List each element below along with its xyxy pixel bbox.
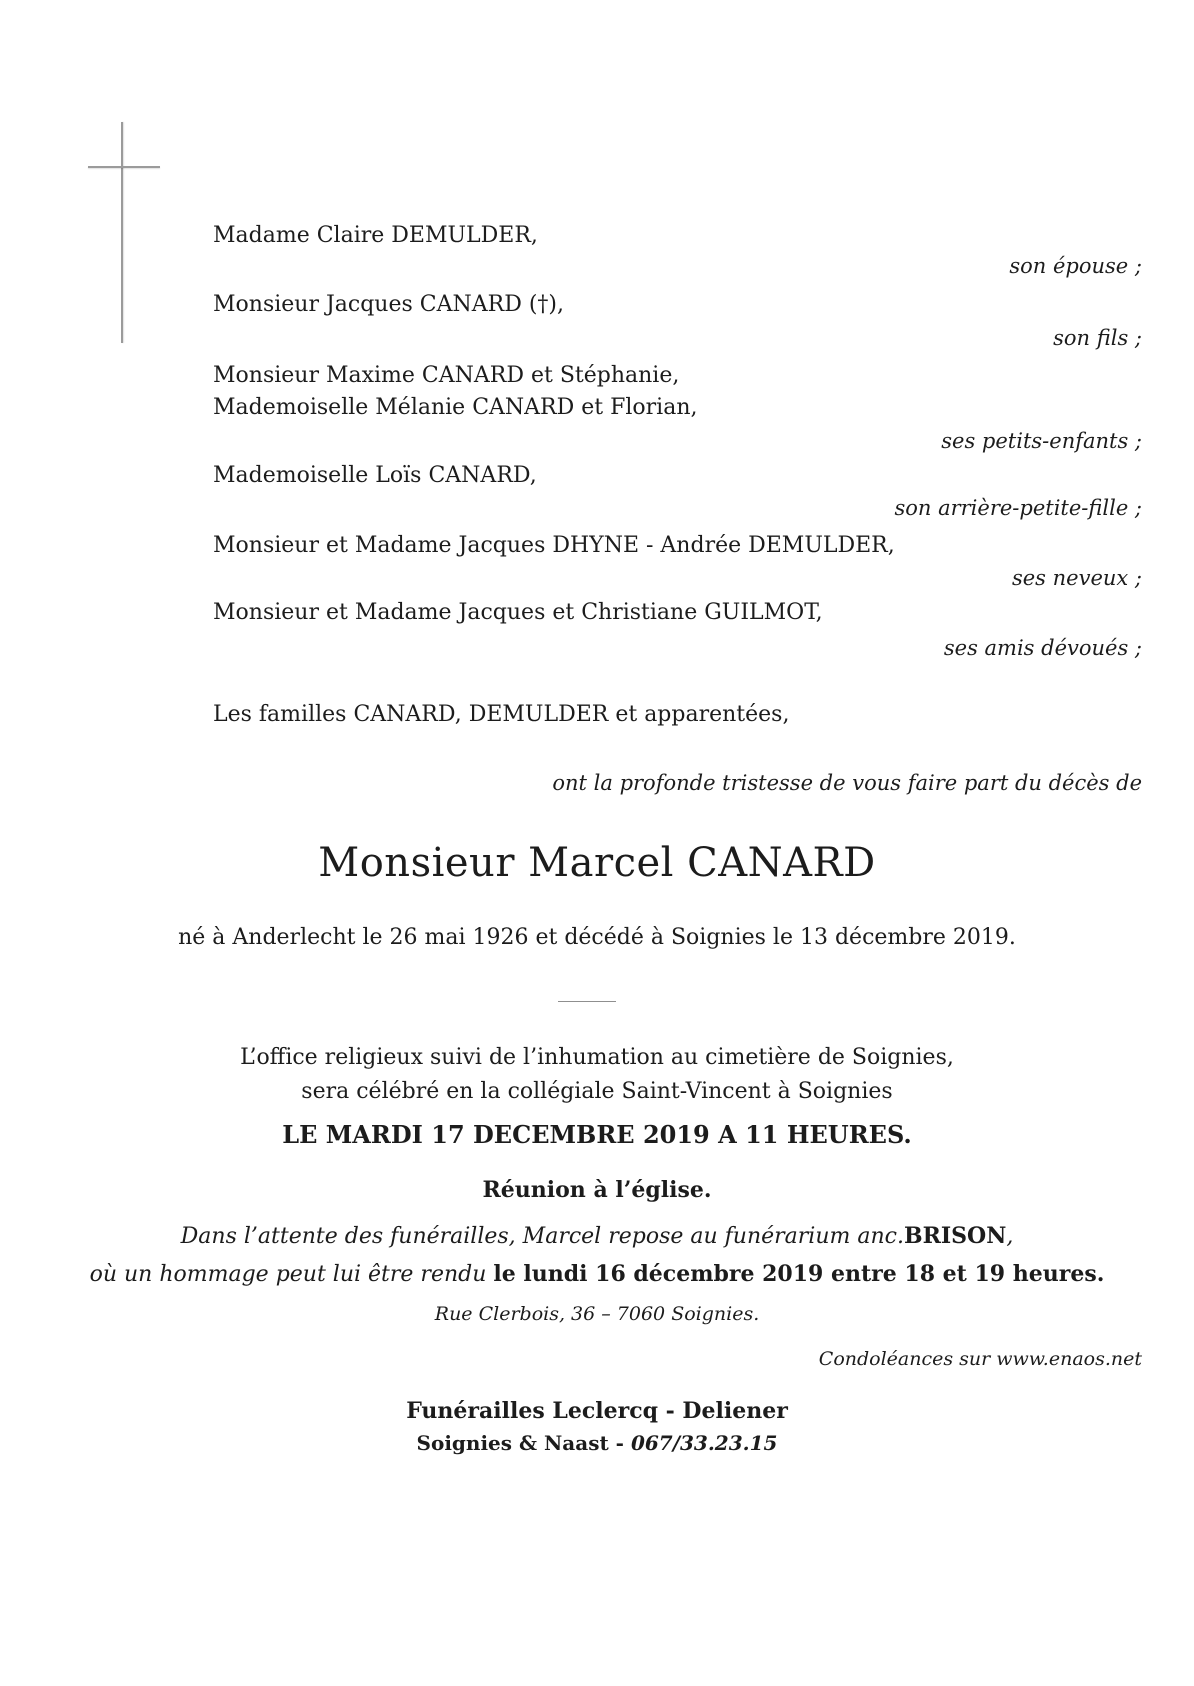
condolences-line: Condoléances sur www.enaos.net [818, 1348, 1142, 1370]
mourner-name: Monsieur Maxime CANARD et Stéphanie, [213, 363, 680, 388]
funerarium-line-1 [0, 1223, 1194, 1250]
life-dates-line: né à Anderlecht le 26 mai 1926 et décédé à Soignies le 13 décembre 2019. [178, 925, 1016, 950]
mourner-name: Monsieur et Madame Jacques DHYNE - Andrée DEMULDER, [213, 533, 895, 558]
funerarium-line-2 [0, 1261, 1194, 1288]
cross-horizontal-bar [88, 166, 160, 168]
funerarium-name-bold: BRISON [903, 1223, 1007, 1249]
meeting-line: Réunion à l’église. [482, 1177, 712, 1203]
ceremony-line-1: L’office religieux suivi de l’inhumation au cimetière de Soignies, [240, 1045, 954, 1070]
section-divider [558, 1001, 616, 1002]
funeral-home-contact [0, 1431, 1194, 1455]
families-line: Les familles CANARD, DEMULDER et apparentées, [213, 702, 790, 727]
funeral-home-location: Soignies & Naast - [416, 1431, 631, 1455]
funeral-home-name: Funérailles Leclercq - Deliener [406, 1398, 788, 1424]
ceremony-datetime-line: LE MARDI 17 DECEMBRE 2019 A 11 HEURES. [282, 1120, 912, 1149]
relation-label: son épouse ; [1009, 254, 1142, 278]
mourner-name: Monsieur Jacques CANARD (†), [213, 292, 564, 317]
homage-datetime-bold: le lundi 16 décembre 2019 entre 18 et 19 heures. [493, 1261, 1105, 1287]
deceased-name-title: Monsieur Marcel CANARD [318, 840, 876, 886]
relation-label: ses neveux ; [1011, 566, 1142, 590]
mourner-name: Madame Claire DEMULDER, [213, 223, 538, 248]
mourner-name: Mademoiselle Loïs CANARD, [213, 463, 537, 488]
mourner-name: Mademoiselle Mélanie CANARD et Florian, [213, 395, 698, 420]
cross-vertical-bar [121, 122, 123, 343]
funerarium-address-line: Rue Clerbois, 36 – 7060 Soignies. [434, 1303, 760, 1325]
relation-label: ses petits-enfants ; [941, 429, 1142, 453]
relation-label: son arrière-petite-fille ; [894, 496, 1142, 520]
funeral-home-phone: 067/33.23.15 [630, 1431, 778, 1455]
homage-intro-italic: où un hommage peut lui être rendu [89, 1262, 494, 1287]
funerarium-line-1-italic: Dans l’attente des funérailles, Marcel repose au funérarium anc. [180, 1224, 904, 1249]
relation-label: ses amis dévoués ; [943, 636, 1142, 660]
funerarium-line-1-end: , [1006, 1224, 1014, 1249]
intro-line: ont la profonde tristesse de vous faire part du décès de [552, 771, 1142, 795]
ceremony-line-2: sera célébré en la collégiale Saint-Vincent à Soignies [301, 1079, 893, 1104]
relation-label: son fils ; [1053, 326, 1142, 350]
mourner-name: Monsieur et Madame Jacques et Christiane GUILMOT, [213, 600, 823, 625]
